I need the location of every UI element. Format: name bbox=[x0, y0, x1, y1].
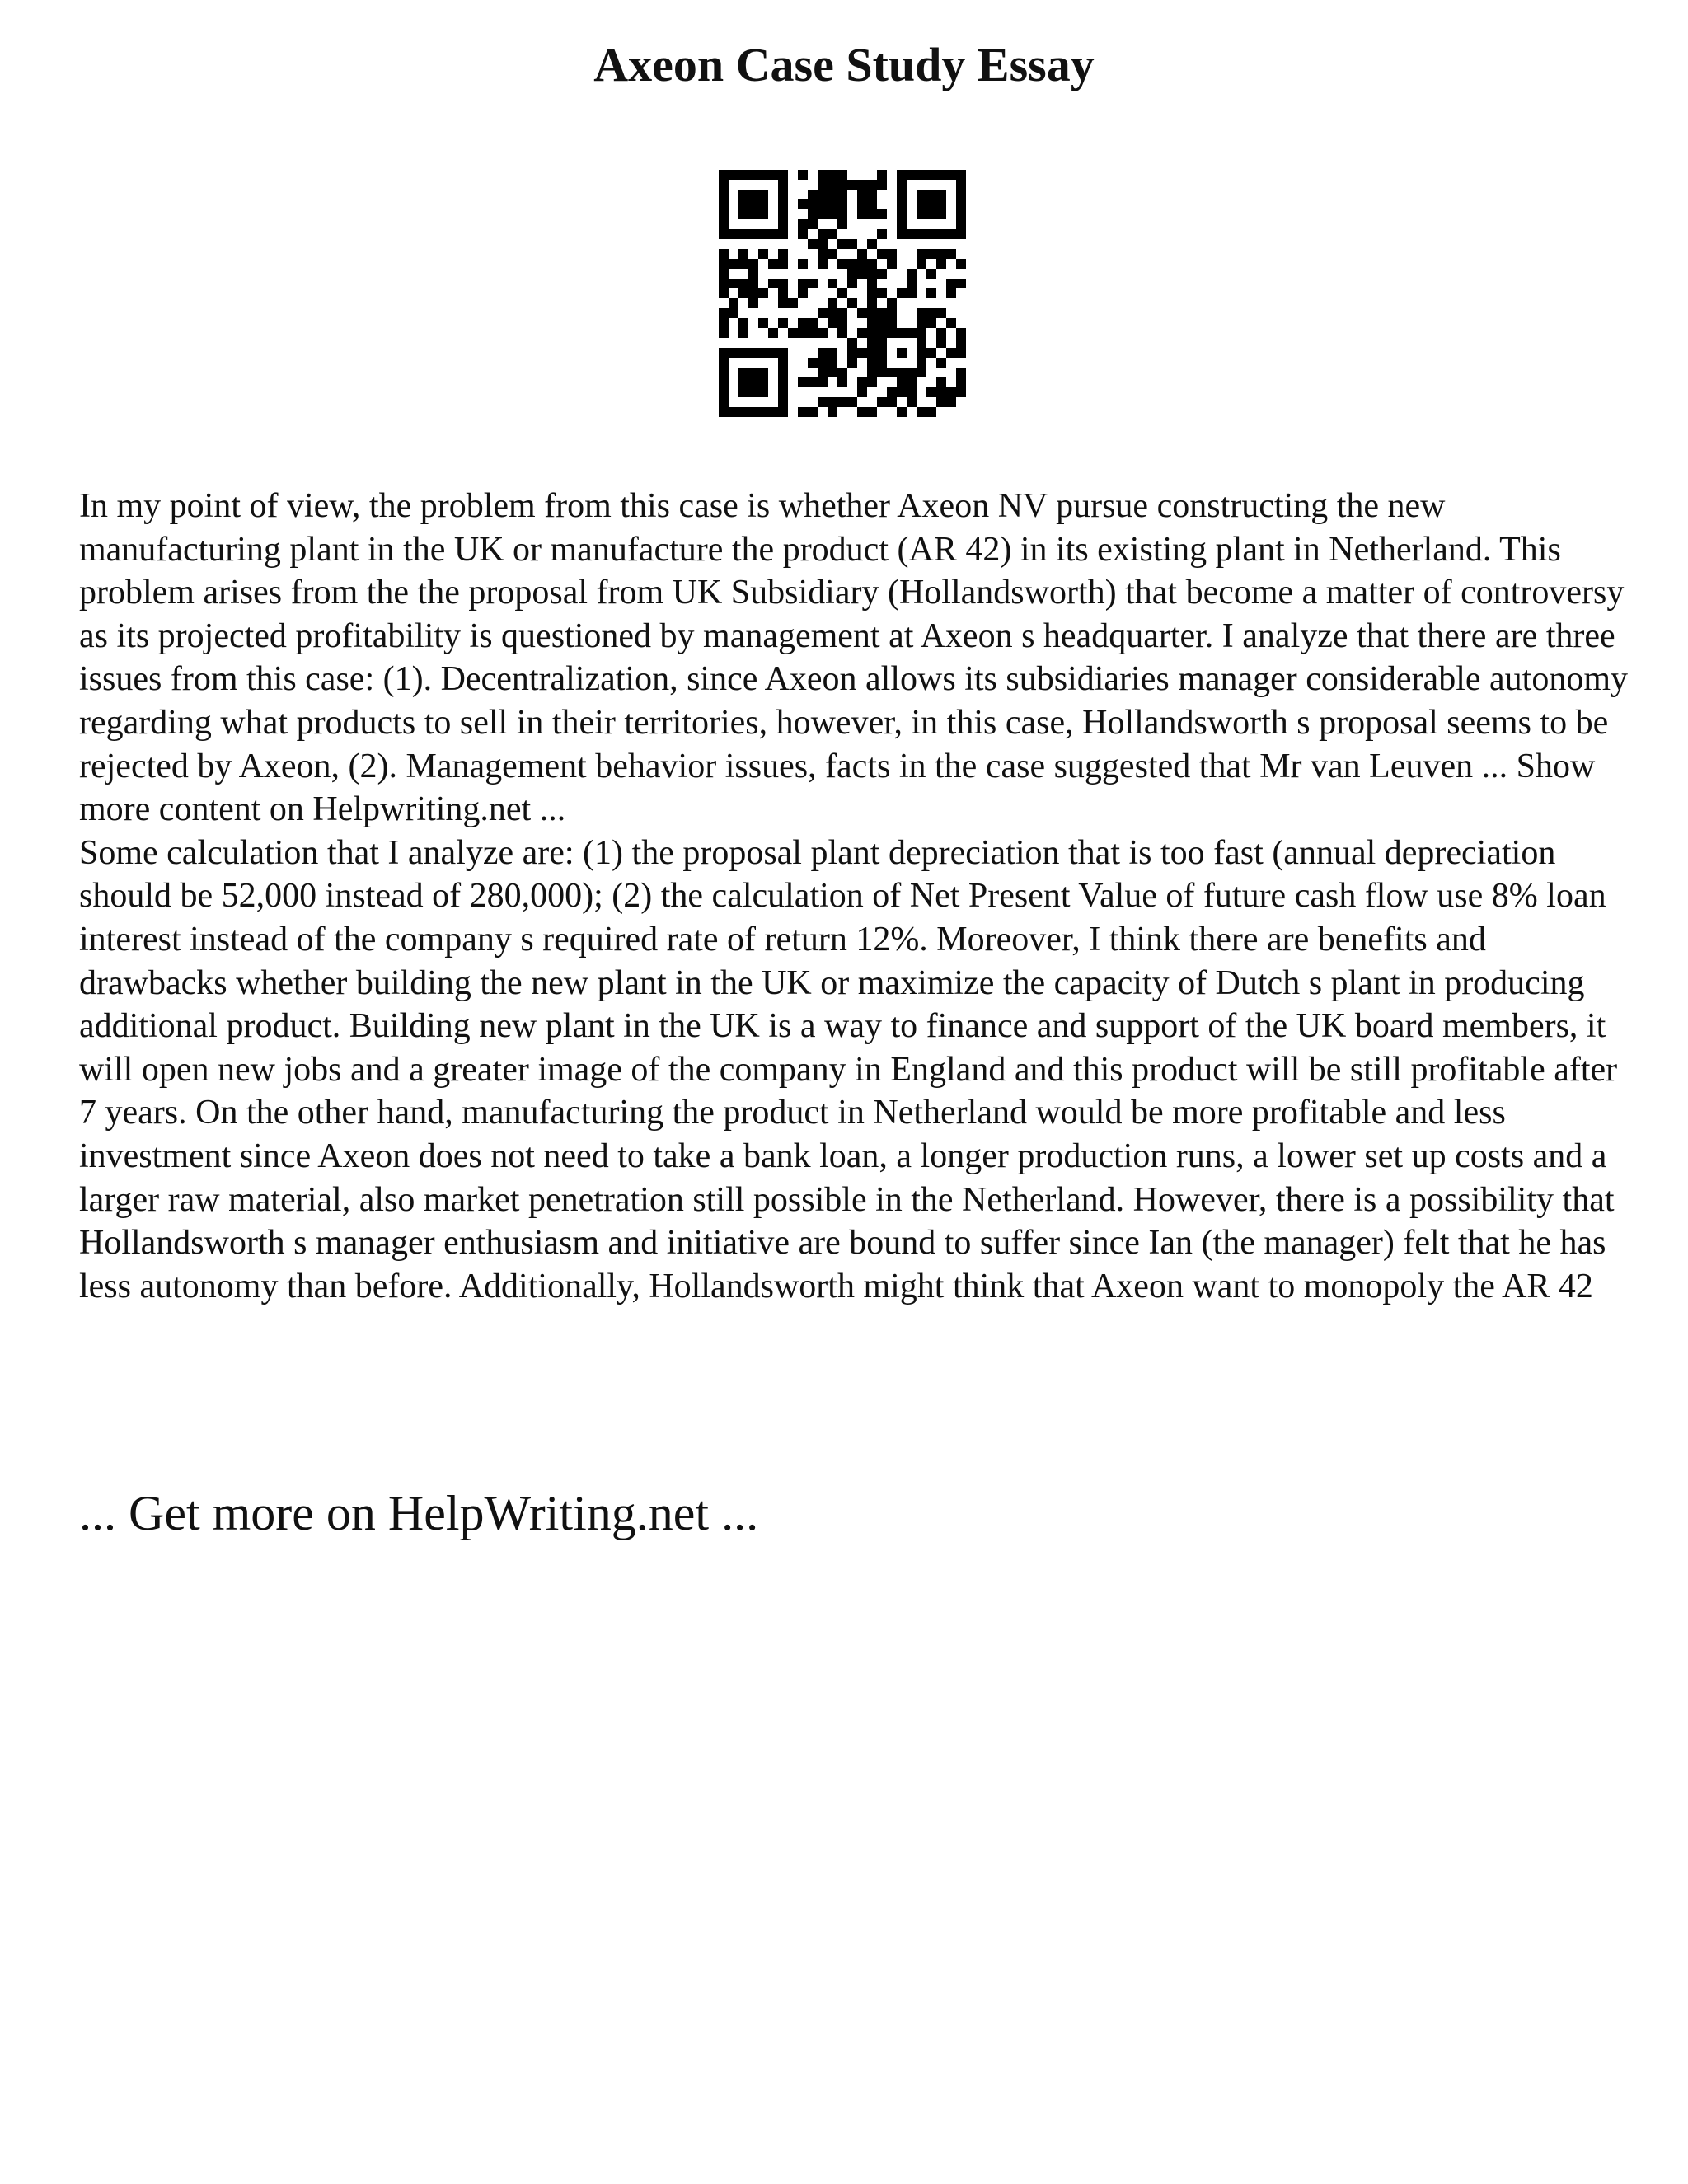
get-more-link[interactable]: ... Get more on HelpWriting.net ... bbox=[79, 1486, 759, 1540]
paragraph-1: In my point of view, the problem from this case is whether Axeon NV pursue constructing the new manufacturing plant in the UK or manufacture the product (AR 42) in its existing plant in Netherland. This problem arises from the the proposal from UK Subsidiary (Hollandsworth) that become a matter of controversy as its projected profitability is questioned by management at Axeon s headquarter. I analyze that there are three issues from this case: (1). Decentralization, since Axeon allows its subsidiaries manager considerable autonomy regarding what products to sell in their territories, however, in this case, Hollandsworth s proposal seems to be rejected by Axeon, (2). Management behavior issues, facts in the case suggested that Mr van Leuven ... Show more content on Helpwriting.net ... bbox=[79, 487, 1628, 829]
essay-body bbox=[79, 485, 1629, 1308]
qr-code-image bbox=[719, 170, 966, 417]
paragraph-2: Some calculation that I analyze are: (1) the proposal plant depreciation that is too fast (annual depreciation should be 52,000 instead of 280,000); (2) the calculation of Net Present Value of future cash flow use 8% loan interest instead of the company s required rate of return 12%. Moreover, I think there are benefits and drawbacks whether building the new plant in the UK or maximize the capacity of Dutch s plant in producing additional product. Building new plant in the UK is a way to finance and support of the UK board members, it will open new jobs and a greater image of the company in England and this product will be still profitable after 7 years. On the other hand, manufacturing the product in Netherland would be more profitable and less investment since Axeon does not need to take a bank loan, a longer production runs, a lower set up costs and a larger raw material, also market penetration still possible in the Netherland. However, there is a possibility that Hollandsworth s manager enthusiasm and initiative are bound to suffer since Ian (the manager) felt that he has less autonomy than before. Additionally, Hollandsworth might think that Axeon want to monopoly the AR 42 bbox=[79, 833, 1618, 1305]
qr-code-icon bbox=[719, 170, 966, 417]
page-title: Axeon Case Study Essay bbox=[593, 38, 1095, 91]
